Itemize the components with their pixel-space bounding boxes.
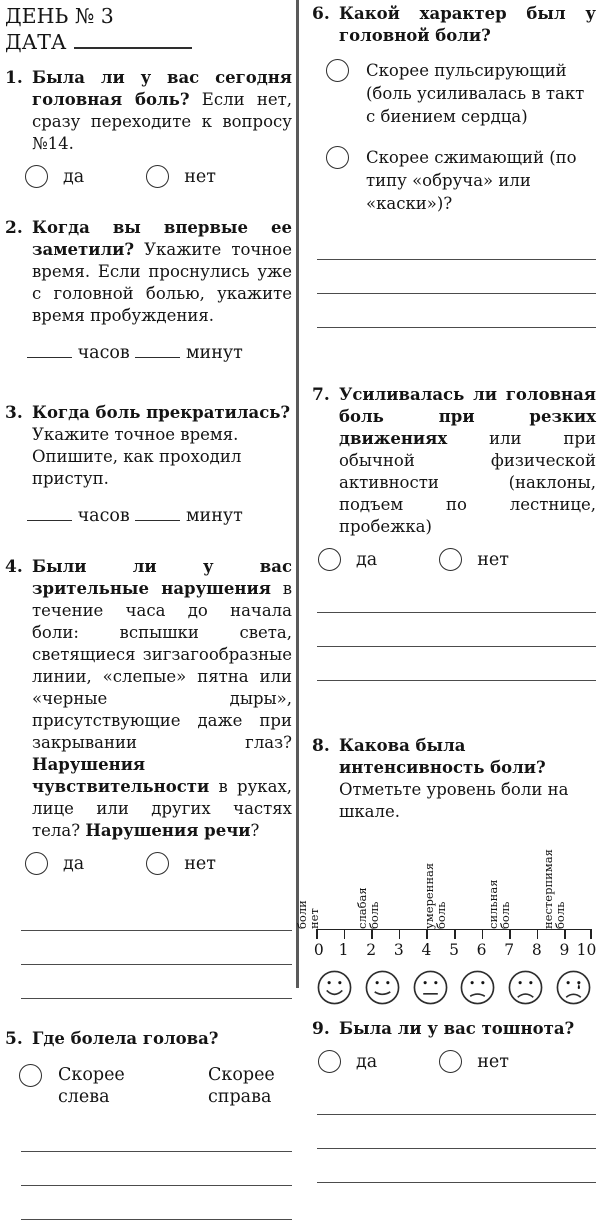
q5-answer-lines bbox=[21, 1124, 292, 1220]
q9-radio-yes[interactable] bbox=[318, 1050, 341, 1073]
date-label: ДАТА bbox=[5, 30, 67, 54]
question-6 bbox=[312, 3, 596, 47]
scale-label-unbearable: нестерпимая боль bbox=[541, 849, 567, 929]
form-header bbox=[5, 0, 292, 55]
q4-no-label: нет bbox=[184, 853, 216, 874]
question-7-answers bbox=[318, 548, 596, 571]
q9-answer-lines bbox=[317, 1087, 596, 1183]
pain-scale bbox=[295, 833, 597, 1006]
question-4-number: 4. bbox=[5, 557, 23, 577]
q5-radio-left[interactable] bbox=[19, 1064, 42, 1087]
scale-label-no-pain: боли нет bbox=[295, 900, 321, 929]
question-2-text bbox=[32, 217, 292, 327]
question-2-title: Когда вы впервые ее заметили? bbox=[32, 218, 292, 259]
q1-radio-yes[interactable] bbox=[25, 165, 48, 188]
question-9-title: Была ли у вас тошнота? bbox=[339, 1019, 575, 1038]
q4-radio-no[interactable] bbox=[146, 852, 169, 875]
q4-bold-sensory: Нарушения чувствительности bbox=[32, 755, 210, 796]
scale-tick bbox=[371, 930, 373, 939]
question-4-answers bbox=[25, 852, 292, 875]
q6-answer-lines bbox=[317, 232, 596, 328]
question-5-number: 5. bbox=[5, 1029, 23, 1049]
q7-radio-no[interactable] bbox=[439, 548, 462, 571]
answer-line[interactable] bbox=[21, 931, 292, 965]
question-8-instruction: Отметьте уровень боли на шкале. bbox=[339, 780, 569, 821]
question-8 bbox=[312, 735, 596, 823]
answer-line[interactable] bbox=[317, 585, 596, 613]
q6-radio-squeezing[interactable] bbox=[326, 146, 349, 169]
q9-radio-no[interactable] bbox=[439, 1050, 462, 1073]
scale-tick-label: 2 bbox=[366, 941, 377, 959]
answer-line[interactable] bbox=[317, 260, 596, 294]
question-5-title: Где болела голова? bbox=[32, 1029, 219, 1048]
q7-answer-lines bbox=[317, 585, 596, 681]
question-8-number: 8. bbox=[312, 736, 330, 756]
q2-minutes-blank[interactable] bbox=[135, 344, 180, 358]
q6-option-pulsating bbox=[326, 59, 596, 128]
answer-line[interactable] bbox=[317, 1115, 596, 1149]
day-label: ДЕНЬ № 3 bbox=[5, 4, 114, 28]
pain-scale-labels bbox=[295, 833, 592, 929]
q4-bold-speech: Нарушения речи bbox=[85, 821, 251, 840]
face-smile-icon bbox=[364, 969, 401, 1006]
face-frown-icon bbox=[507, 969, 544, 1006]
answer-line[interactable] bbox=[317, 1087, 596, 1115]
question-7 bbox=[312, 384, 596, 538]
q2-time-row bbox=[27, 343, 292, 363]
answer-line[interactable] bbox=[317, 1149, 596, 1183]
face-sad-icon bbox=[459, 969, 496, 1006]
scale-tick-label: 10 bbox=[576, 941, 597, 959]
scale-tick bbox=[590, 930, 592, 939]
scale-tick-label: 8 bbox=[531, 941, 542, 959]
date-blank[interactable] bbox=[74, 33, 192, 49]
question-7-rest: или при обычной физической активности (наклоны, подъем по лестнице, пробежка) bbox=[339, 429, 596, 536]
q6-radio-pulsating[interactable] bbox=[326, 59, 349, 82]
q5-left-label: Скорее слева bbox=[58, 1065, 125, 1107]
question-9 bbox=[312, 1018, 596, 1040]
scale-tick-label: 0 bbox=[313, 941, 324, 959]
q5-right-label: Скорее справа bbox=[208, 1065, 275, 1107]
question-8-title: Какова была интенсивность боли? bbox=[339, 736, 546, 777]
scale-tick-label: 6 bbox=[476, 941, 487, 959]
question-1 bbox=[5, 67, 292, 155]
q4-seg2: в течение часа до начала боли: вспышки света, светящиеся зигзагообразные линии, «слепые» пятна или «черные дыры», присутствующие даже при закрывании глаз? bbox=[32, 579, 292, 752]
column-divider bbox=[296, 0, 299, 988]
pain-scale-ruler[interactable] bbox=[316, 929, 592, 940]
scale-tick bbox=[344, 930, 346, 939]
q7-yes-label: да bbox=[356, 549, 378, 570]
q3-minutes-blank[interactable] bbox=[135, 507, 180, 521]
question-5 bbox=[5, 1028, 292, 1050]
q3-time-row bbox=[27, 506, 292, 526]
question-4-text bbox=[32, 556, 292, 842]
answer-line[interactable] bbox=[21, 1152, 292, 1186]
q2-hours-blank[interactable] bbox=[27, 344, 72, 358]
q4-bold-visual: Были ли у вас зрительные нарушения bbox=[32, 557, 292, 598]
answer-line[interactable] bbox=[21, 903, 292, 931]
question-6-number: 6. bbox=[312, 4, 330, 24]
q1-yes-label: да bbox=[63, 166, 85, 187]
scale-tick-label: 3 bbox=[393, 941, 404, 959]
q6-pulsating-label: Скорее пульсирующий (боль усиливалась в такт с биением сердца) bbox=[366, 61, 585, 126]
question-4 bbox=[5, 556, 292, 842]
face-cry-icon bbox=[555, 969, 592, 1006]
scale-tick bbox=[399, 930, 401, 939]
scale-label-moderate: умеренная боль bbox=[422, 862, 448, 929]
scale-tick-label: 1 bbox=[338, 941, 349, 959]
question-7-number: 7. bbox=[312, 385, 330, 405]
question-9-number: 9. bbox=[312, 1019, 330, 1039]
left-column bbox=[5, 0, 292, 1220]
scale-tick-label: 7 bbox=[504, 941, 515, 959]
question-3-text bbox=[32, 402, 292, 490]
q4-yes-label: да bbox=[63, 853, 85, 874]
q9-no-label: нет bbox=[477, 1051, 509, 1072]
scale-tick bbox=[564, 930, 566, 939]
answer-line[interactable] bbox=[21, 965, 292, 999]
question-3-rest2: Опишите, как проходил приступ. bbox=[32, 447, 242, 488]
q6-squeezing-label: Скорее сжимающий (по типу «обруча» или «каски»)? bbox=[366, 148, 577, 213]
question-3-title: Когда боль прекратилась? bbox=[32, 403, 291, 422]
answer-line[interactable] bbox=[21, 1186, 292, 1220]
scale-tick-label: 5 bbox=[449, 941, 459, 959]
q2-hours-label: часов bbox=[77, 343, 130, 363]
pain-faces-row bbox=[316, 969, 592, 1006]
q3-minutes-label: минут bbox=[185, 506, 243, 526]
answer-line[interactable] bbox=[317, 613, 596, 647]
question-2 bbox=[5, 217, 292, 327]
q7-no-label: нет bbox=[477, 549, 509, 570]
q3-hours-label: часов bbox=[77, 506, 130, 526]
q4-radio-yes[interactable] bbox=[25, 852, 48, 875]
question-1-answers bbox=[25, 165, 292, 188]
question-9-answers bbox=[318, 1050, 596, 1073]
scale-tick bbox=[316, 930, 318, 939]
scale-tick bbox=[426, 930, 428, 939]
question-6-title: Какой характер был у головной боли? bbox=[339, 4, 596, 45]
q9-yes-label: да bbox=[356, 1051, 378, 1072]
face-happy-icon bbox=[316, 969, 353, 1006]
question-7-title: Усиливалась ли головная боль при резких движениях bbox=[339, 385, 596, 448]
scale-tick-label: 4 bbox=[421, 941, 432, 959]
q7-radio-yes[interactable] bbox=[318, 548, 341, 571]
q1-radio-no[interactable] bbox=[146, 165, 169, 188]
scale-label-mild: слабая боль bbox=[355, 887, 381, 929]
pain-scale-numbers bbox=[313, 940, 597, 964]
answer-line[interactable] bbox=[21, 1124, 292, 1152]
q4-seg4: в руках, лице или других частях тела? bbox=[32, 777, 292, 840]
scale-tick bbox=[509, 930, 511, 939]
question-3 bbox=[5, 402, 292, 490]
q2-minutes-label: минут bbox=[185, 343, 243, 363]
q4-answer-lines bbox=[21, 903, 292, 999]
question-1-text bbox=[32, 67, 292, 155]
q6-option-squeezing bbox=[326, 146, 596, 215]
scale-label-strong: сильная боль bbox=[486, 879, 512, 929]
question-1-rest: Если нет, сразу переходите к вопросу №14. bbox=[32, 90, 293, 153]
answer-line[interactable] bbox=[317, 647, 596, 681]
scale-tick bbox=[454, 930, 456, 939]
right-column bbox=[295, 0, 597, 1183]
scale-tick bbox=[537, 930, 539, 939]
q3-hours-blank[interactable] bbox=[27, 507, 72, 521]
question-5-answers bbox=[19, 1064, 292, 1108]
scale-tick-label: 9 bbox=[559, 941, 570, 959]
question-2-rest: Укажите точное время. Если проснулись уже с головной болью, укажите время пробуждения. bbox=[32, 240, 292, 325]
q4-seg6: ? bbox=[250, 821, 260, 840]
question-1-number: 1. bbox=[5, 68, 23, 88]
question-3-number: 3. bbox=[5, 403, 23, 423]
q1-no-label: нет bbox=[184, 166, 216, 187]
date-row bbox=[5, 29, 292, 55]
question-3-rest1: Укажите точное время. bbox=[32, 425, 239, 444]
answer-line[interactable] bbox=[317, 294, 596, 328]
question-1-title: Была ли у вас сегодня головная боль? bbox=[32, 68, 292, 109]
question-2-number: 2. bbox=[5, 218, 23, 238]
answer-line[interactable] bbox=[317, 232, 596, 260]
face-neutral-icon bbox=[412, 969, 449, 1006]
scale-tick bbox=[482, 930, 484, 939]
